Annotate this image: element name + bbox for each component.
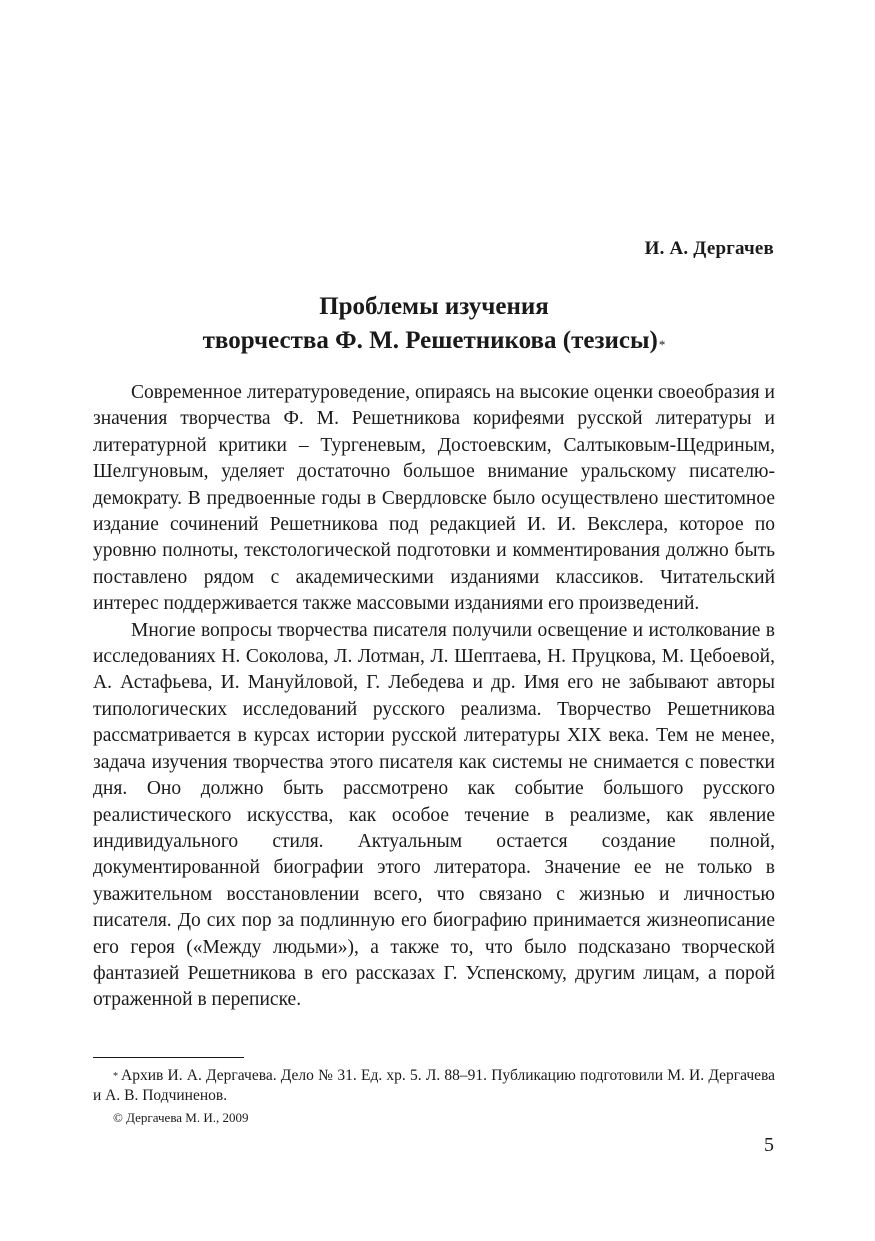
footnote-text: Архив И. А. Дергачева. Дело № 31. Ед. хр. 5. Л. 88–91. Публикацию подготовили М. И. Дергачева и А. В. Подчиненов.	[93, 1067, 775, 1104]
footnote	[93, 1066, 775, 1106]
title-line-2-text: творчества Ф. М. Решетникова (тезисы)	[202, 327, 658, 354]
title-footnote-marker[interactable]: *	[658, 337, 666, 352]
article-title	[93, 290, 775, 358]
page-number: 5	[764, 1134, 774, 1156]
title-line-2	[93, 324, 775, 358]
title-line-1: Проблемы изучения	[319, 293, 549, 320]
article-body	[93, 380, 775, 1014]
footnote-divider	[93, 1057, 244, 1058]
author-name: И. А. Дергачев	[644, 238, 774, 259]
paragraph-2: Многие вопросы творчества писателя получили освещение и истолкование в исследованиях Н. Соколова, Л. Лотман, Л. Шептаева, Н. Пруцкова, М. Цебоевой, А. Астафьева, И. Мануйловой, Г. Лебедева и др. Имя его не забывают авторы типологических исследований русского реализма. Творчество Решетникова рассматривается в курсах истории русской литературы XIX века. Тем не менее, задача изучения творчества этого писателя как системы не снимается с повестки дня. Оно должно быть рассмотрено как событие большого русского реалистического искусства, как особое течение в реализме, как явление индивидуального стиля. Актуальным остается создание полной, документированной биографии этого литератора. Значение ее не только в уважительном восстановлении всего, что связано с жизнью и личностью писателя. До сих пор за подлинную его биографию принимается жизнеописание его героя («Между людьми»), а также то, что было подсказано творческой фантазией Решетникова в его рассказах Г. Успенскому, другим лицам, а порой отраженной в переписке.	[93, 619, 775, 1011]
paragraph-1: Современное литературоведение, опираясь на высокие оценки своеобразия и значения творчества Ф. М. Решетникова корифеями русской литературы и литературной критики – Тургеневым, Достоевским, Салтыковым-Щедриным, Шелгуновым, уделяет достаточно большое внимание уральскому писателю-демократу. В предвоенные годы в Свердловске было осуществлено шеститомное издание сочинений Решетникова под редакцией И. И. Векслера, которое по уровню полноты, текстологической подготовки и комментирования должно быть поставлено рядом с академическими изданиями классиков. Читательский интерес поддерживается также массовыми изданиями его произведений.	[93, 382, 775, 615]
footnote-marker: *	[113, 1071, 118, 1082]
copyright-notice: © Дергачева М. И., 2009	[113, 1110, 249, 1125]
